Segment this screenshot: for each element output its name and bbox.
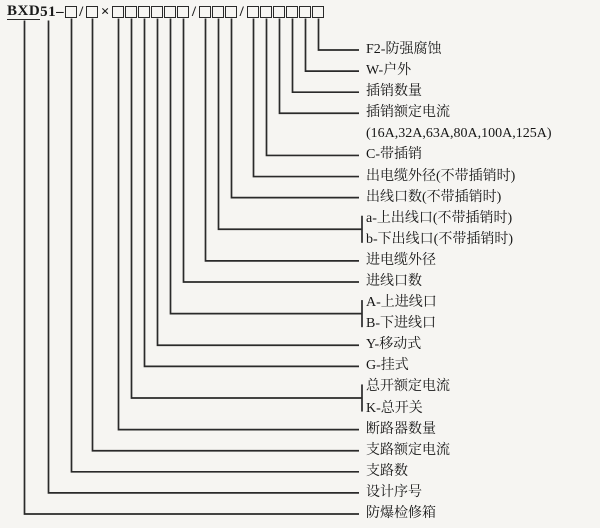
- model-prefix: BXD: [7, 2, 41, 19]
- legend-item-5: C-带插销: [366, 147, 422, 163]
- legend-item-11: 进线口数: [366, 274, 422, 289]
- code-box-7: [164, 6, 176, 18]
- legend-item-15: G-挂式: [366, 358, 409, 374]
- legend-item-6: 出电缆外径(不带插销时): [366, 168, 516, 184]
- code-box-8: [177, 6, 189, 18]
- dash-separator: –: [56, 3, 65, 20]
- slash-separator: /: [239, 3, 245, 20]
- legend-item-18: 断路器数量: [366, 421, 436, 437]
- legend-item-14: Y-移动式: [366, 337, 422, 353]
- legend-item-12: A-上进线口: [366, 295, 437, 311]
- legend-item-13: B-下进线口: [366, 316, 436, 332]
- legend-item-16: 总开额定电流: [366, 379, 450, 395]
- legend-item-9: b-下出线口(不带插销时): [366, 231, 513, 247]
- legend-item-3: 插销额定电流: [366, 105, 450, 121]
- legend-item-1: W-户外: [366, 63, 412, 79]
- code-box-11: [225, 6, 237, 18]
- legend-item-0: F2-防强腐蚀: [366, 42, 442, 57]
- code-box-3: [112, 6, 124, 18]
- code-box-14: [273, 6, 285, 18]
- legend-item-19: 支路额定电流: [366, 442, 450, 458]
- model-series: 51: [40, 3, 57, 20]
- code-box-13: [260, 6, 272, 18]
- slash-separator: /: [191, 3, 197, 20]
- code-box-15: [286, 6, 298, 18]
- code-box-17: [312, 6, 324, 18]
- code-box-1: [65, 6, 77, 18]
- code-box-5: [138, 6, 150, 18]
- legend-item-17: K-总开关: [366, 400, 423, 416]
- legend-item-10: 进电缆外径: [366, 252, 436, 268]
- model-code-row: [7, 3, 324, 20]
- legend-item-20: 支路数: [366, 463, 408, 479]
- code-box-4: [125, 6, 137, 18]
- legend-note: (16A,32A,63A,80A,100A,125A): [366, 126, 552, 142]
- legend-item-22: 防爆检修箱: [366, 506, 436, 521]
- code-box-2: [86, 6, 98, 18]
- legend-item-21: 设计序号: [366, 484, 422, 500]
- slash-separator: /: [79, 3, 84, 20]
- code-box-16: [299, 6, 311, 18]
- code-box-6: [151, 6, 163, 18]
- legend-item-8: a-上出线口(不带插销时): [366, 210, 513, 226]
- legend-item-7: 出线口数(不带插销时): [366, 189, 502, 205]
- code-box-12: [247, 6, 259, 18]
- times-separator: ×: [100, 3, 110, 20]
- code-box-9: [199, 6, 211, 18]
- code-box-10: [212, 6, 224, 18]
- legend-item-2: 插销数量: [366, 84, 422, 100]
